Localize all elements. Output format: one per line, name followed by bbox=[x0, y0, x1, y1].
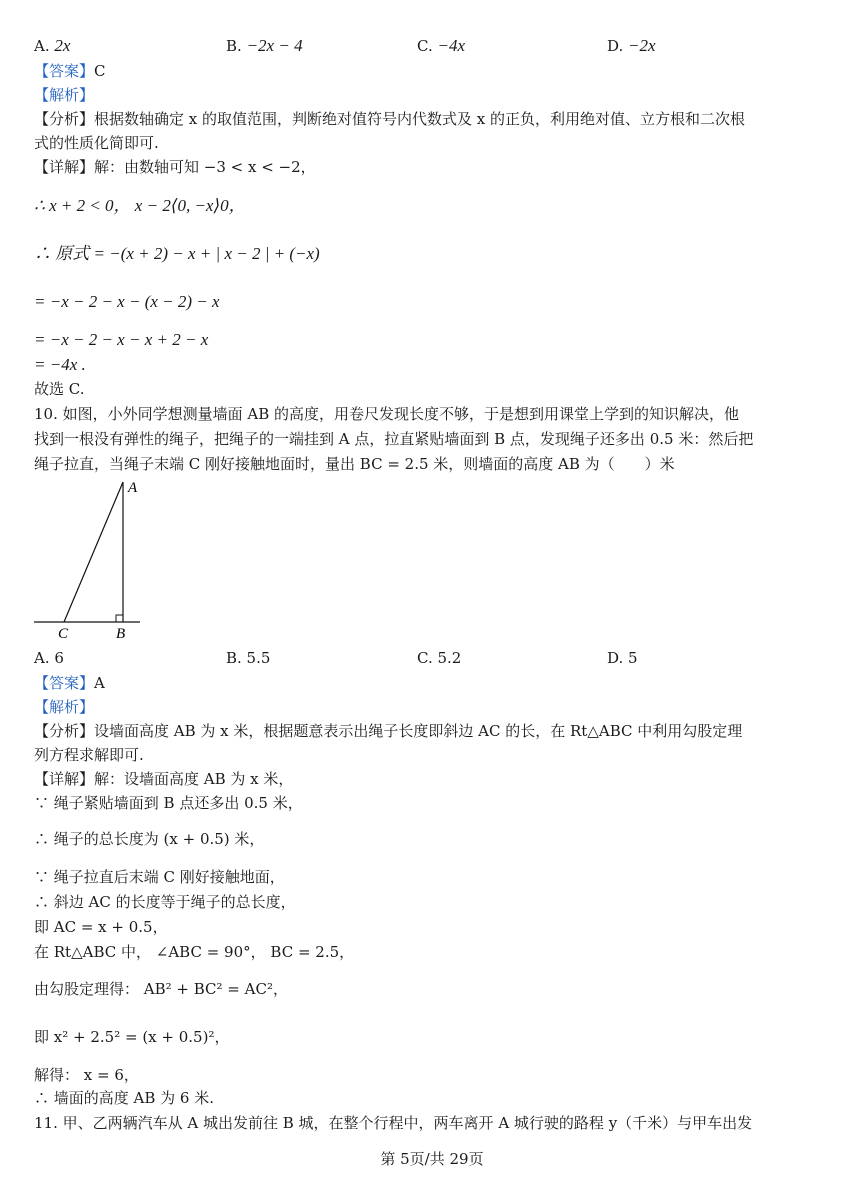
q9-option-a bbox=[34, 36, 70, 56]
q10-step-2: ∴ 绳子的总长度为 (x + 0.5) 米， bbox=[34, 830, 265, 848]
q9-option-a-value: 2x bbox=[54, 36, 71, 55]
q9-step-3: = −x − 2 − x − (x − 2) − x bbox=[34, 292, 220, 311]
q9-detail: 【详解】解：由数轴可知 −3 < x < −2， bbox=[34, 158, 316, 176]
right-angle-mark bbox=[116, 615, 123, 622]
q9-answer bbox=[34, 61, 106, 81]
q10-analysis-tag: 【解析】 bbox=[34, 698, 95, 716]
q10-option-d: D. 5 bbox=[607, 649, 638, 667]
q10-question-line-2: 找到一根没有弹性的绳子，把绳子的一端挂到 A 点，拉直紧贴墙面到 B 点，发现绳子还多出 0.5 米：然后把 bbox=[34, 430, 754, 448]
q9-option-b-value: −2x − 4 bbox=[246, 36, 303, 55]
page-footer: 第 5页/共 29页 bbox=[380, 1150, 484, 1168]
q10-answer-value: A bbox=[94, 674, 105, 692]
q9-option-c-value: −4x bbox=[437, 36, 466, 55]
q9-option-d bbox=[607, 36, 656, 56]
q10-step-3: ∵ 绳子拉直后末端 C 刚好接触地面， bbox=[34, 868, 285, 886]
label-c: C bbox=[58, 626, 69, 642]
q10-answer-tag: 【答案】 bbox=[34, 674, 95, 692]
q10-step-5: 即 AC = x + 0.5， bbox=[34, 918, 168, 936]
q9-select: 故选 C. bbox=[34, 380, 85, 398]
q9-option-c-label: C. bbox=[417, 37, 433, 55]
q9-analysis-text-2: 式的性质化简即可. bbox=[34, 134, 159, 152]
q10-answer bbox=[34, 673, 105, 693]
q11-question-line-1: 11. 甲、乙两辆汽车从 A 城出发前往 B 城，在整个行程中，两车离开 A 城行驶的路程 y（千米）与甲车出发 bbox=[34, 1114, 753, 1132]
triangle-figure bbox=[30, 478, 150, 646]
q10-option-c: C. 5.2 bbox=[417, 649, 462, 667]
q10-question-line-1: 10. 如图，小外同学想测量墙面 AB 的高度，用卷尺发现长度不够，于是想到用课堂上学到的知识解决，他 bbox=[34, 405, 740, 423]
rope-line-ac bbox=[64, 482, 123, 622]
q10-option-b: B. 5.5 bbox=[226, 649, 271, 667]
q9-answer-value: C bbox=[94, 62, 106, 80]
q10-step-1: ∵ 绳子紧贴墙面到 B 点还多出 0.5 米， bbox=[34, 794, 303, 812]
q10-analysis-text-2: 列方程求解即可. bbox=[34, 746, 144, 764]
q9-step-1: ∴ x + 2 < 0， x − 2⟨0, −x⟩0， bbox=[34, 196, 246, 215]
q10-detail: 【详解】解：设墙面高度 AB 为 x 米， bbox=[34, 770, 294, 788]
q10-step-10: ∴ 墙面的高度 AB 为 6 米. bbox=[34, 1089, 215, 1107]
label-b: B bbox=[116, 626, 126, 642]
q10-step-7: 由勾股定理得： AB² + BC² = AC²， bbox=[34, 980, 288, 998]
q10-step-4: ∴ 斜边 AC 的长度等于绳子的总长度， bbox=[34, 893, 296, 911]
q9-option-b bbox=[226, 36, 303, 56]
q9-step-5: = −4x . bbox=[34, 355, 86, 374]
q10-step-6: 在 Rt△ABC 中， ∠ABC = 90°， BC = 2.5， bbox=[34, 943, 355, 961]
q9-option-d-label: D. bbox=[607, 37, 624, 55]
q9-option-c bbox=[417, 36, 465, 56]
q10-step-8: 即 x² + 2.5² = (x + 0.5)²， bbox=[34, 1028, 230, 1046]
q9-answer-tag: 【答案】 bbox=[34, 62, 95, 80]
q9-step-4: = −x − 2 − x − x + 2 − x bbox=[34, 330, 209, 349]
label-a: A bbox=[128, 480, 138, 496]
q9-option-a-label: A. bbox=[34, 37, 50, 55]
q10-step-9: 解得： x = 6， bbox=[34, 1066, 139, 1084]
q10-question-line-3: 绳子拉直，当绳子末端 C 刚好接触地面时，量出 BC = 2.5 米，则墙面的高度 AB 为（ ）米 bbox=[34, 455, 675, 473]
q9-option-b-label: B. bbox=[226, 37, 242, 55]
q9-analysis-text: 【分析】根据数轴确定 x 的取值范围，判断绝对值符号内代数式及 x 的正负，利用绝对值、立方根和二次根 bbox=[34, 110, 745, 128]
q9-analysis-tag: 【解析】 bbox=[34, 86, 95, 104]
q9-step-2: ∴ 原式 = −(x + 2) − x + | x − 2 | + (−x) bbox=[34, 244, 320, 263]
q10-analysis-text: 【分析】设墙面高度 AB 为 x 米，根据题意表示出绳子长度即斜边 AC 的长，在 Rt△ABC 中利用勾股定理 bbox=[34, 722, 743, 740]
q10-option-a: A. 6 bbox=[34, 649, 64, 667]
q9-option-d-value: −2x bbox=[628, 36, 656, 55]
